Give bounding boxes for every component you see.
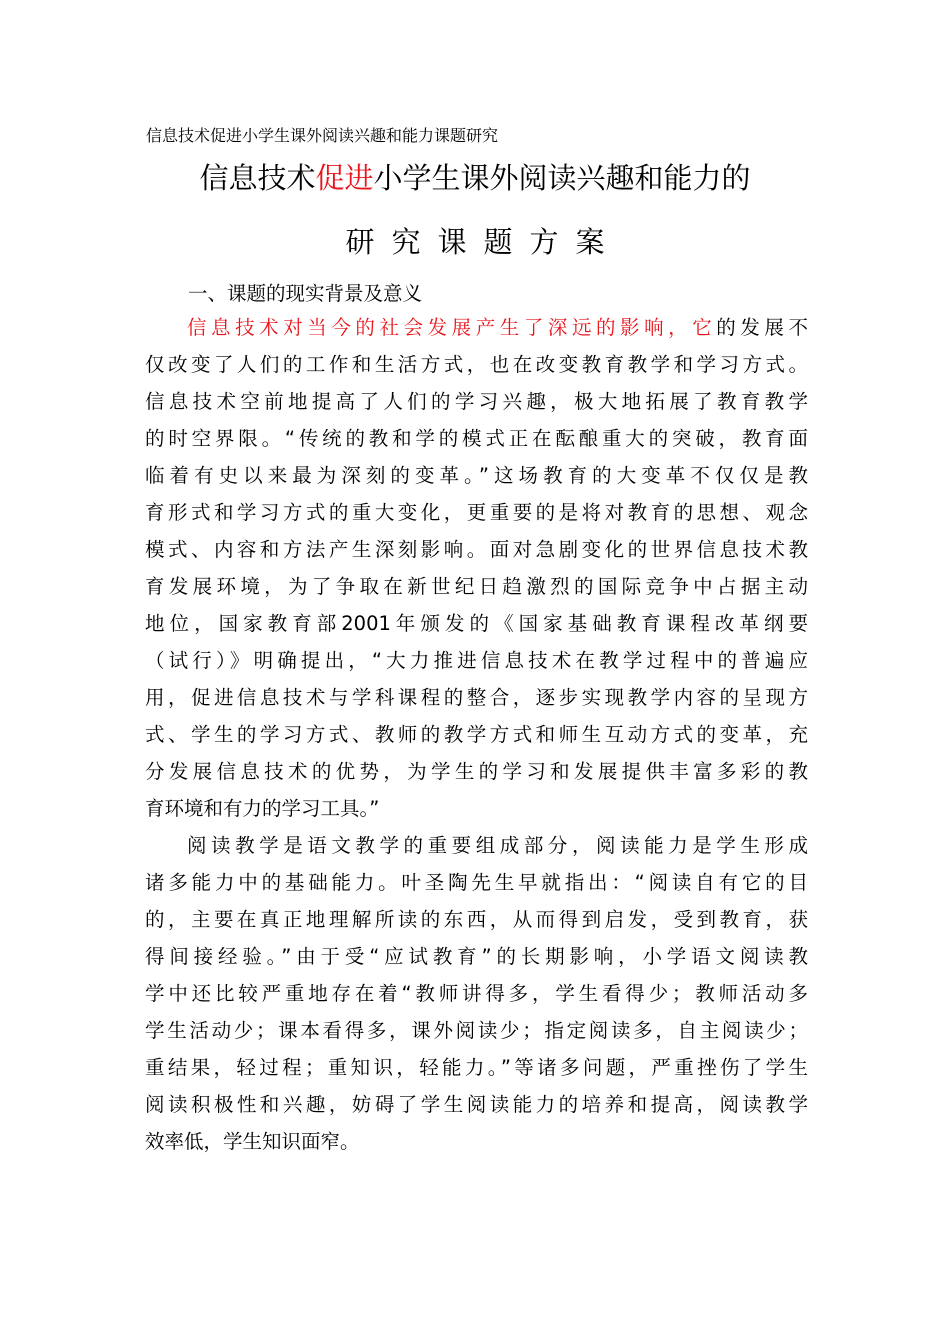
paragraph-line: 育环境和有力的学习工具。”	[145, 797, 380, 820]
document-title-line-2: 研究课题方案	[345, 225, 622, 259]
running-header: 信息技术促进小学生课外阅读兴趣和能力课题研究	[146, 126, 499, 145]
paragraph-line: 学中还比较严重地存在着“教师讲得多，学生看得少；教师活动多	[145, 982, 808, 1005]
paragraph-reading-teaching	[145, 827, 808, 1160]
paragraph-line: （试行）》明确提出，“大力推进信息技术在教学过程中的普遍应	[145, 649, 808, 672]
paragraph-line: 的，主要在真正地理解所读的东西，从而得到启发，受到教育，获	[145, 908, 808, 931]
paragraph-line: 地位，国家教育部2001年颁发的《国家基础教育课程改革纲要	[145, 612, 808, 635]
highlighted-sentence: 信息技术对当今的社会发展产生了深远的影响，它	[187, 316, 717, 339]
paragraph-line: 育发展环境，为了争取在新世纪日趋激烈的国际竞争中占据主动	[145, 575, 808, 598]
section-heading: 一、课题的现实背景及意义	[188, 282, 423, 305]
paragraph-line: 信息技术对当今的社会发展产生了深远的影响，它的发展不	[187, 316, 808, 339]
paragraph-line: 仅改变了人们的工作和生活方式，也在改变教育教学和学习方式。	[145, 353, 808, 376]
paragraph-line: 育形式和学习方式的重大变化，更重要的是将对教育的思想、观念	[145, 501, 808, 524]
paragraph-line: 临着有史以来最为深刻的变革。”这场教育的大变革不仅仅是教	[145, 464, 808, 487]
paragraph-line: 效率低，学生知识面窄。	[145, 1130, 360, 1153]
paragraph-line: 的时空界限。“传统的教和学的模式正在酝酿重大的突破，教育面	[145, 427, 808, 450]
title-text-before: 信息技术	[199, 161, 316, 195]
paragraph-line: 阅读积极性和兴趣，妨碍了学生阅读能力的培养和提高，阅读教学	[145, 1093, 808, 1116]
paragraph-line: 诸多能力中的基础能力。叶圣陶先生早就指出：“阅读自有它的目	[145, 871, 808, 894]
paragraph-line: 学生活动少；课本看得多，课外阅读少；指定阅读多，自主阅读少；	[145, 1019, 808, 1042]
paragraph-line: 阅读教学是语文教学的重要组成部分，阅读能力是学生形成	[187, 834, 808, 857]
paragraph-background	[145, 309, 808, 827]
paragraph-line: 信息技术空前地提高了人们的学习兴趣，极大地拓展了教育教学	[145, 390, 808, 413]
paragraph-line: 得间接经验。”由于受“应试教育”的长期影响，小学语文阅读教	[145, 945, 808, 968]
title-highlight-word: 促进	[315, 161, 374, 195]
document-title-line-1	[0, 158, 950, 198]
paragraph-line: 模式、内容和方法产生深刻影响。面对急剧变化的世界信息技术教	[145, 538, 808, 561]
paragraph-line: 分发展信息技术的优势，为学生的学习和发展提供丰富多彩的教	[145, 760, 808, 783]
paragraph-line: 用，促进信息技术与学科课程的整合，逐步实现教学内容的呈现方	[145, 686, 808, 709]
paragraph-line: 重结果，轻过程；重知识，轻能力。”等诸多问题，严重挫伤了学生	[145, 1056, 808, 1079]
title-text-after: 小学生课外阅读兴趣和能力的	[373, 161, 751, 195]
paragraph-line: 式、学生的学习方式、教师的教学方式和师生互动方式的变革，充	[145, 723, 808, 746]
